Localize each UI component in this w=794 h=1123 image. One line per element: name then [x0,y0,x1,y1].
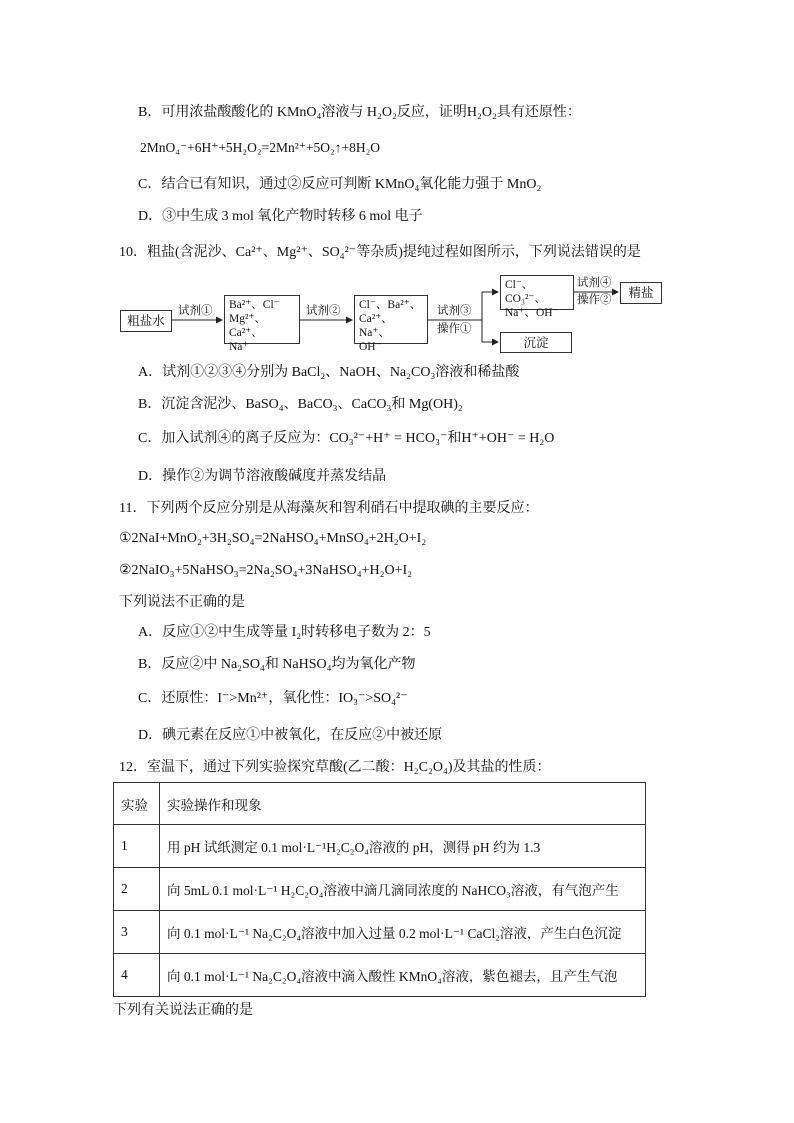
q10-option-a: A．试剂①②③④分别为 BaCl₂、NaOH、Na₂CO₃溶液和稀盐酸 [138,365,520,380]
flow-start-box: 粗盐水 [120,310,172,332]
flow-box-1-line-3: Na⁺ [229,341,249,353]
flow-end-box: 精盐 [620,282,662,304]
table-header-row [114,783,646,825]
q11-option-b: B．反应②中 Na₂SO₄和 NaHSO₄均为氧化产物 [138,657,416,672]
table-cell: 2 [114,868,160,911]
q9-option-c: C．结合已有知识，通过②反应可判断 KMnO₄氧化能力强于 MnO₂ [138,177,542,192]
flow-box-3 [500,275,574,319]
experiment-table [113,782,646,997]
flow-reagent-3: 试剂③ [437,305,472,317]
table-header-cell: 实验 [114,783,160,825]
table-cell: 3 [114,911,160,954]
flow-box-3-line-1: Cl⁻、CO₃²⁻、 [505,279,547,305]
q11-option-c: C．还原性：I⁻>Mn²⁺，氧化性：IO₃⁻>SO₄²⁻ [138,691,408,706]
flow-operation-1: 操作① [437,323,472,335]
flow-box-1-line-2: Mg²⁺、Ca²⁺、 [229,313,266,339]
flow-box-2-line-3: OH⁻ [359,341,382,353]
q10-option-d: D．操作②为调节溶液酸碱度并蒸发结晶 [138,469,387,484]
table-row [114,825,646,868]
table-cell: 1 [114,825,160,868]
q11-option-d: D．碘元素在反应①中被氧化，在反应②中被还原 [138,728,443,743]
q9-option-b: B．可用浓盐酸酸化的 KMnO₄溶液与 H₂O₂反应，证明H₂O₂具有还原性： [138,105,581,120]
table-row [114,911,646,954]
flow-box-1-line-1: Ba²⁺、Cl⁻ [229,299,280,311]
q11-question: 下列说法不正确的是 [119,595,245,610]
flow-reagent-2: 试剂② [306,305,341,317]
flow-operation-2: 操作② [577,294,612,306]
flow-precipitate-box: 沉淀 [500,332,572,353]
table-cell: 向 5mL 0.1 mol·L⁻¹ H₂C₂O₄溶液中滴几滴同浓度的 NaHCO₃溶液，有气泡产生 [160,868,646,911]
table-cell: 向 0.1 mol·L⁻¹ Na₂C₂O₄溶液中滴入酸性 KMnO₄溶液，紫色褪去，且产生气泡 [160,954,646,997]
table-cell: 用 pH 试纸测定 0.1 mol·L⁻¹H₂C₂O₄溶液的 pH，测得 pH 约为 1.3 [160,825,646,868]
q11-reaction-1: ①2NaI+MnO₂+3H₂SO₄=2NaHSO₄+MnSO₄+2H₂O+I₂ [119,531,427,546]
q12-stem: 12．室温下，通过下列实验探究草酸(乙二酸：H₂C₂O₄)及其盐的性质： [119,760,551,775]
flow-reagent-4: 试剂④ [577,277,612,289]
flow-box-3-line-2: Na⁺、OH⁻ [505,307,559,319]
table-row [114,868,646,911]
q11-reaction-2: ②2NaIO₃+5NaHSO₃=2Na₂SO₄+3NaHSO₄+H₂O+I₂ [119,563,413,578]
q11-stem: 11．下列两个反应分别是从海藻灰和智利硝石中提取碘的主要反应： [119,501,539,516]
q11-option-a: A．反应①②中生成等量 I₂时转移电子数为 2：5 [138,625,431,640]
table-cell: 4 [114,954,160,997]
flow-box-1 [224,295,300,353]
flow-reagent-1: 试剂① [178,305,213,317]
q12-question: 下列有关说法正确的是 [113,1003,253,1018]
flow-box-2-line-1: Cl⁻、Ba²⁺、 [359,299,422,311]
q10-stem: 10．粗盐(含泥沙、Ca²⁺、Mg²⁺、SO₄²⁻等杂质)提纯过程如图所示，下列说法错误的是 [119,245,641,260]
q9-option-b-equation: 2MnO₄⁻+6H⁺+5H₂O₂=2Mn²⁺+5O₂↑+8H₂O [140,140,381,155]
table-row [114,954,646,997]
flow-box-2-line-2: Ca²⁺、Na⁺、 [359,313,393,339]
table-header-cell: 实验操作和现象 [160,783,646,825]
table-cell: 向 0.1 mol·L⁻¹ Na₂C₂O₄溶液中加入过量 0.2 mol·L⁻¹ CaCl₂溶液，产生白色沉淀 [160,911,646,954]
q9-option-d: D．③中生成 3 mol 氧化产物时转移 6 mol 电子 [138,209,423,224]
flow-box-2 [354,295,428,353]
q10-option-c: C．加入试剂④的离子反应为：CO₃²⁻+H⁺ = HCO₃⁻和H⁺+OH⁻ = H₂O [138,431,555,446]
q10-option-b: B．沉淀含泥沙、BaSO₄、BaCO₃、CaCO₃和 Mg(OH)₂ [138,397,463,412]
